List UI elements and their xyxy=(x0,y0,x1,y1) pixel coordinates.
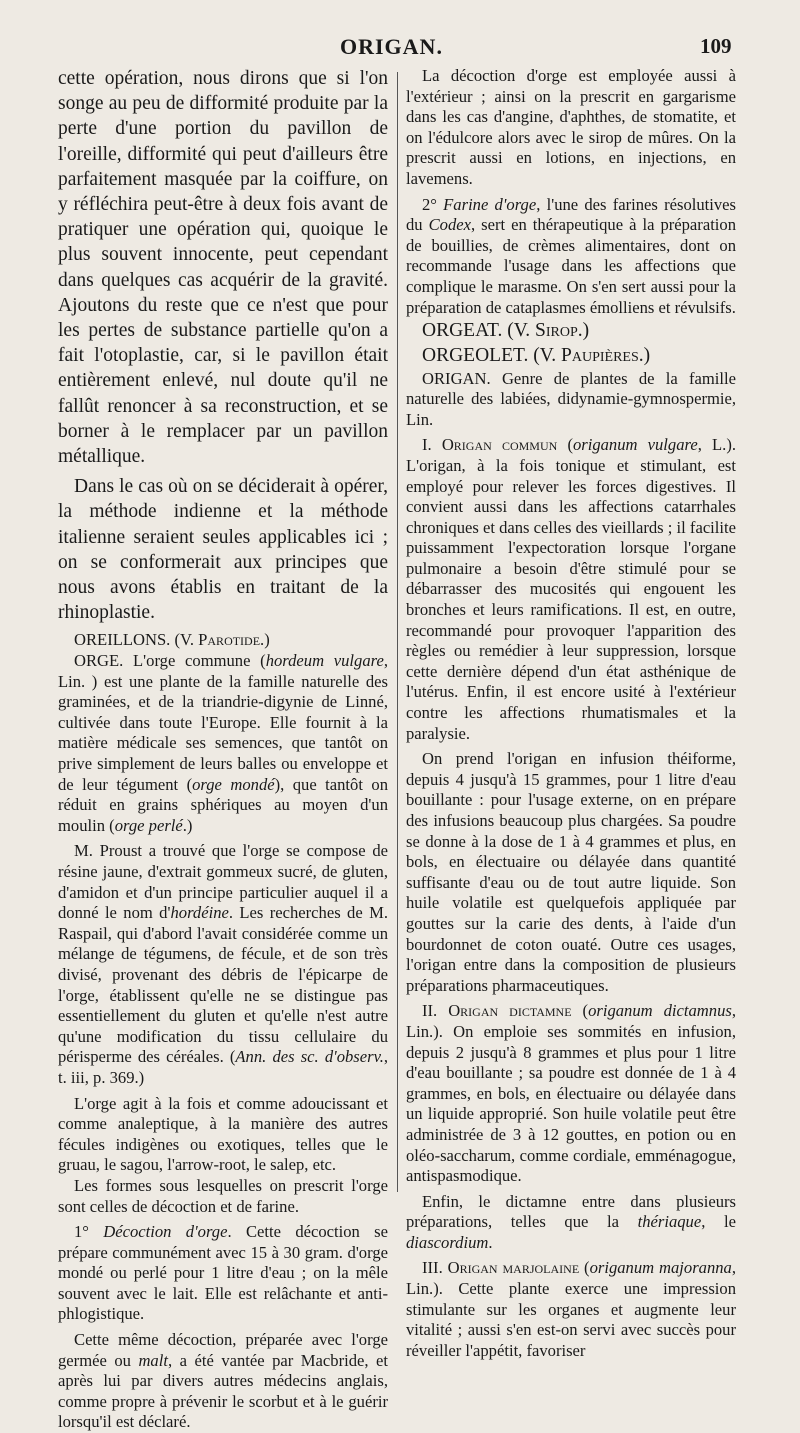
entry-head-oreillons: OREILLONS. xyxy=(74,630,171,650)
section-origan-dictamne: II. Origan dictamne (origanum dictamnus, Lin.). On emploie ses sommités en infusion, depuis 2 jusqu'à 8 grammes et plus pour 1 litre d'eau bouillante ; sa poudre est donnée de 1 à 4 grammes, en bols, en électuaire ou délayée dans un liquide approprié. Son huile volatile peut être administrée de 3 à 12 gouttes, en potion ou en oléo-saccharum, comme cordiale, emménagogue, antispasmodique. xyxy=(406,1001,736,1186)
paragraph-otoplastie-end: cette opération, nous dirons que si l'on songe au peu de difformité produite par la perte d'une portion du pavillon de l'oreille, difformité qui peut d'ailleurs être parfaitement masquée par la coiffure, on y réfléchira peut-être à deux fois avant de pratiquer une opération qui, quoique le plus souvent innocente, peut cependant dans quelques cas acquérir de la gravité. Ajoutons du reste que ce n'est que pour les pertes de substance partielle qu'on a fait l'otoplastie, car, si le pavillon était entièrement enlevé, nul doute qu'il ne fallût renoncer à sa reconstruction, et se borner à le remplacer par un pavillon métallique. xyxy=(58,68,388,468)
section-origan-marjolaine: III. Origan marjolaine (origanum majoranna, Lin.). Cette plante exerce une impression stimulante sur les organes et augmente leur vitalité ; aussi s'en est-on servi avec succès pour réveiller l'appétit, favoriser xyxy=(406,1258,736,1360)
entry-orgeolet: ORGEOLET. (V. Paupières.) xyxy=(422,345,651,367)
entry-orge: ORGE. L'orge commune (hordeum vulgare, Lin. ) est une plante de la famille naturelle des graminées, et de la triandrie-digynie de Linné, cultivée dans toute l'Europe. Elle fournit à la matière médicale ses semences, que tantôt on prive simplement de leurs balles ou enveloppe et de leur tégument (orge mondé), que tantôt on réduit en grains sphériques au moyen d'un moulin (orge perlé.) xyxy=(58,651,388,835)
cross-reference-parotide: (V. Parotide.) xyxy=(174,630,270,650)
entry-oreillons xyxy=(58,630,388,651)
paragraph-orge-agit: L'orge agit à la fois et comme adoucissant et comme analeptique, à la manière des autres fécules indigènes ou exotiques, telles que le gruau, le sagou, l'arrow-root, le salep, etc. xyxy=(58,1093,388,1175)
paragraph-malt: Cette même décoction, préparée avec l'orge germée ou malt, a été vantée par Macbride, et après lui par divers autres médecins anglais, comme propre à prévenir le scorbut et à le guérir lorsqu'il est déclaré. xyxy=(58,1330,389,1432)
paragraph-methode: Dans le cas où on se déciderait à opérer, la méthode indienne et la méthode italienne seraient seules applicables ici ; on se conformerait aux principes que nous avons établis en traitant de la rhinoplastie. xyxy=(58,476,388,624)
paragraph-decoction-exterieur: La décoction d'orge est employée aussi à l'extérieur ; ainsi on la prescrit en gargarisme dans les cas d'angine, d'aphthes, de stomatite, et on l'édulcore alors avec le sirop de mûres. On la prescrit aussi en lotions, en injections, en lavemens. xyxy=(406,66,736,188)
paragraph-decoction: 1° Décoction d'orge. Cette décoction se prépare communément avec 15 à 30 gram. d'orge mondé ou perlé pour 1 litre d'eau ; on la mêle souvent avec le lait. Elle est relâchante et anti-phlogistique. xyxy=(58,1222,388,1324)
running-title: ORIGAN. xyxy=(340,34,443,59)
paragraph-formes: Les formes sous lesquelles on prescrit l'orge sont celles de décoction et de farine. xyxy=(58,1175,388,1216)
cross-reference-sirop: (V. Sirop.) xyxy=(507,320,590,342)
paragraph-proust: M. Proust a trouvé que l'orge se compose de résine jaune, d'extrait gommeux sucré, de gluten, d'amidon et d'un principe particulier auquel il a donné le nom d'hordéine. Les recherches de M. Raspail, qui d'abord l'avait considérée comme un mélange de tégumens, de fécule, et de son très divisé, provenant des débris de l'épicarpe de l'orge, établissent qu'elle ne se distingue pas essentiellement du gluten et qu'elle n'est autre qu'une modification du tissu cellulaire du périsperme des céréales. (Ann. des sc. d'observ., t. iii, p. 369.) xyxy=(58,841,389,1087)
entry-head-origan: ORIGAN. xyxy=(422,368,491,388)
paragraph-dictamne-preparations: Enfin, le dictamne entre dans plusieurs préparations, telles que la thériaque, le diascordium. xyxy=(406,1191,736,1252)
section-origan-commun: I. Origan commun (origanum vulgare, L.). L'origan, à la fois tonique et stimulant, est employé pour relever les forces digestives. Il convient aussi dans les affections catarrhales chroniques et dans celles des vieillards ; il facilite puissamment l'expectoration lorsque l'organe pulmonaire a besoin d'être stimulé pour se débarrasser des mucosités qui engouent les bronches et leurs ramifications. Il est, en outre, recommandé pour provoquer l'apparition des règles ou remédier à leur suppression, lorsque cette dernière dépend d'un état asthénique de l'utérus. Enfin, il est encore usité à l'extérieur contre les affections rhumatismales et la paralysie. xyxy=(406,435,736,743)
left-column xyxy=(58,66,388,1433)
column-divider xyxy=(397,72,398,1192)
right-column xyxy=(406,66,736,1361)
cross-reference-paupieres: (V. Paupières.) xyxy=(533,345,651,367)
paragraph-farine: 2° Farine d'orge, l'une des farines résolutives du Codex, sert en thérapeutique à la préparation de bouillies, de crèmes alimentaires, dont on recommande l'usage dans les affections que complique le marasme. On s'en sert aussi pour la préparation de cataplasmes émolliens et révulsifs. xyxy=(406,194,737,317)
entry-origan: ORIGAN. Genre de plantes de la famille naturelle des labiées, didynamie-gymnospermie, Lin. xyxy=(406,368,736,429)
entry-orgeat: ORGEAT. (V. Sirop.) xyxy=(422,320,590,342)
running-header xyxy=(0,34,800,64)
entry-head-orge: ORGE. xyxy=(74,651,124,671)
paragraph-infusion: On prend l'origan en infusion théiforme, depuis 4 jusqu'à 15 grammes, pour 1 litre d'eau bouillante : pour l'usage externe, on en prépare des infusions beaucoup plus chargées. Sa poudre se donne à la dose de 1 à 4 grammes et plus, en bols, en électuaire ou délayée dans quantité suffisante d'eau ou de tout autre liquide. Son huile volatile est quelquefois appliquée par gouttes sur la carie des dents, à l'aide d'un bourdonnet de coton ouaté. Outre ces usages, l'origan entre dans la composition de plusieurs préparations pharmaceutiques. xyxy=(406,749,736,995)
page-number: 109 xyxy=(700,34,732,58)
